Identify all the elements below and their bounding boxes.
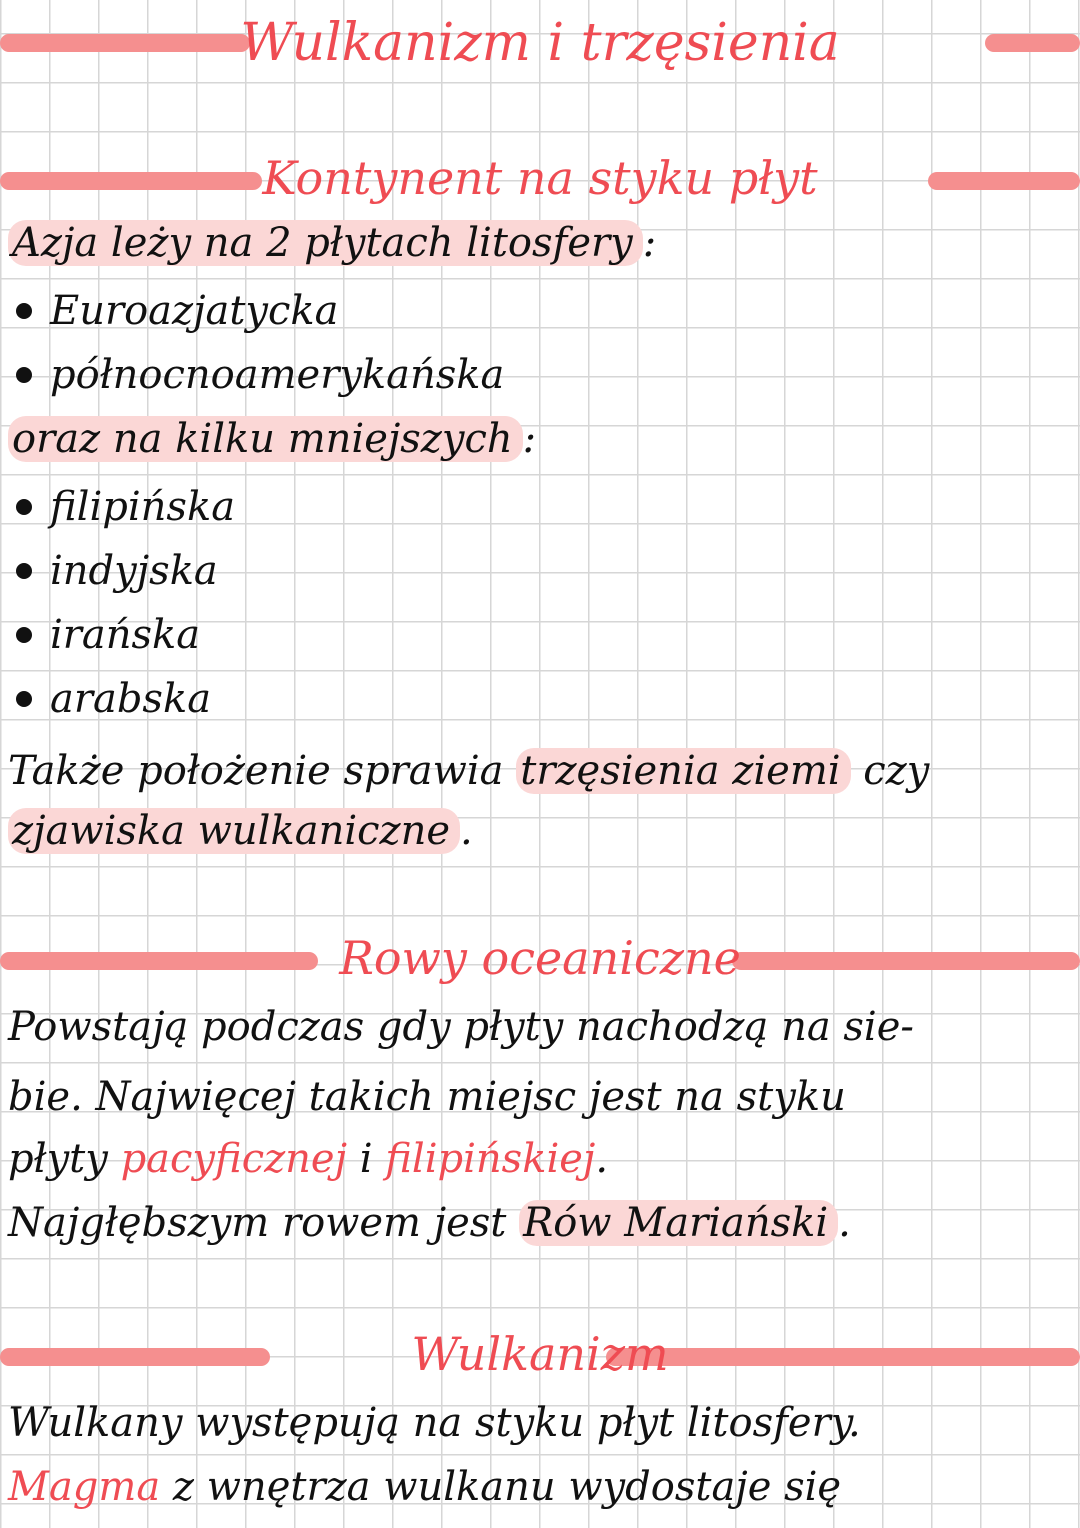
highlighted-text: trzęsienia ziemi [516, 748, 850, 794]
bullet-icon [16, 367, 32, 383]
highlighted-text: Rów Mariański [519, 1200, 838, 1246]
text-line: bie. Najwięcej takich miejsc jest na styku [8, 1074, 846, 1120]
text-span: z wnętrza wulkanu wydostaje się [172, 1464, 842, 1510]
highlighted-text: zjawiska wulkaniczne [8, 808, 460, 854]
accent-text: filipińskiej [385, 1136, 596, 1182]
section-heading-plates [0, 146, 1080, 216]
list-item-label: indyjska [50, 548, 218, 594]
list-item [8, 280, 339, 342]
bullet-icon [16, 563, 32, 579]
text-span: płyty [8, 1136, 108, 1182]
list-item [8, 604, 200, 666]
list-item [8, 344, 504, 406]
list-item [8, 476, 235, 538]
list-item-label: filipińska [50, 484, 236, 530]
section-title: Kontynent na styku płyt [262, 151, 818, 205]
list-item [8, 668, 211, 730]
text-span: . [595, 1136, 609, 1182]
colon: : [642, 220, 657, 266]
highlighted-text: Azja leży na 2 płytach litosfery [8, 220, 643, 266]
section-heading-volcanism [0, 1322, 1080, 1392]
text-line [8, 1128, 608, 1190]
text-span: Najgłębszym rowem jest [8, 1200, 507, 1246]
section-heading-trenches [0, 926, 1080, 996]
bullet-icon [16, 499, 32, 515]
text-span: i [359, 1136, 373, 1182]
text-span: czy [863, 748, 930, 794]
list-item-label: północnoamerykańska [50, 352, 505, 398]
text-line: Powstają podczas gdy płyty nachodzą na sie- [8, 1004, 914, 1050]
text-line: Wulkany występują na styku płyt litosfery. [8, 1400, 861, 1446]
bullet-icon [16, 627, 32, 643]
bullet-icon [16, 303, 32, 319]
text-line [8, 740, 929, 802]
text-span: . [838, 1200, 851, 1246]
text-span: Także położenie sprawia [8, 748, 504, 794]
section-title: Rowy oceaniczne [339, 931, 741, 985]
text-line [8, 212, 656, 274]
colon: : [522, 416, 537, 462]
bullet-icon [16, 691, 32, 707]
title-heading [0, 8, 1080, 78]
highlighted-text: oraz na kilku mniejszych [8, 416, 523, 462]
list-item [8, 540, 218, 602]
section-title: Wulkanizm [411, 1327, 669, 1381]
list-item-label: irańska [50, 612, 201, 658]
list-item-label: Euroazjatycka [50, 288, 339, 334]
accent-text: Magma [8, 1464, 161, 1510]
list-item-label: arabska [50, 676, 212, 722]
text-line [8, 800, 473, 862]
text-line [8, 1456, 841, 1518]
text-span: . [460, 808, 473, 854]
text-line [8, 1192, 851, 1254]
page-title: Wulkanizm i trzęsienia [240, 13, 840, 73]
accent-text: pacyficznej [120, 1136, 348, 1182]
text-line [8, 408, 536, 470]
